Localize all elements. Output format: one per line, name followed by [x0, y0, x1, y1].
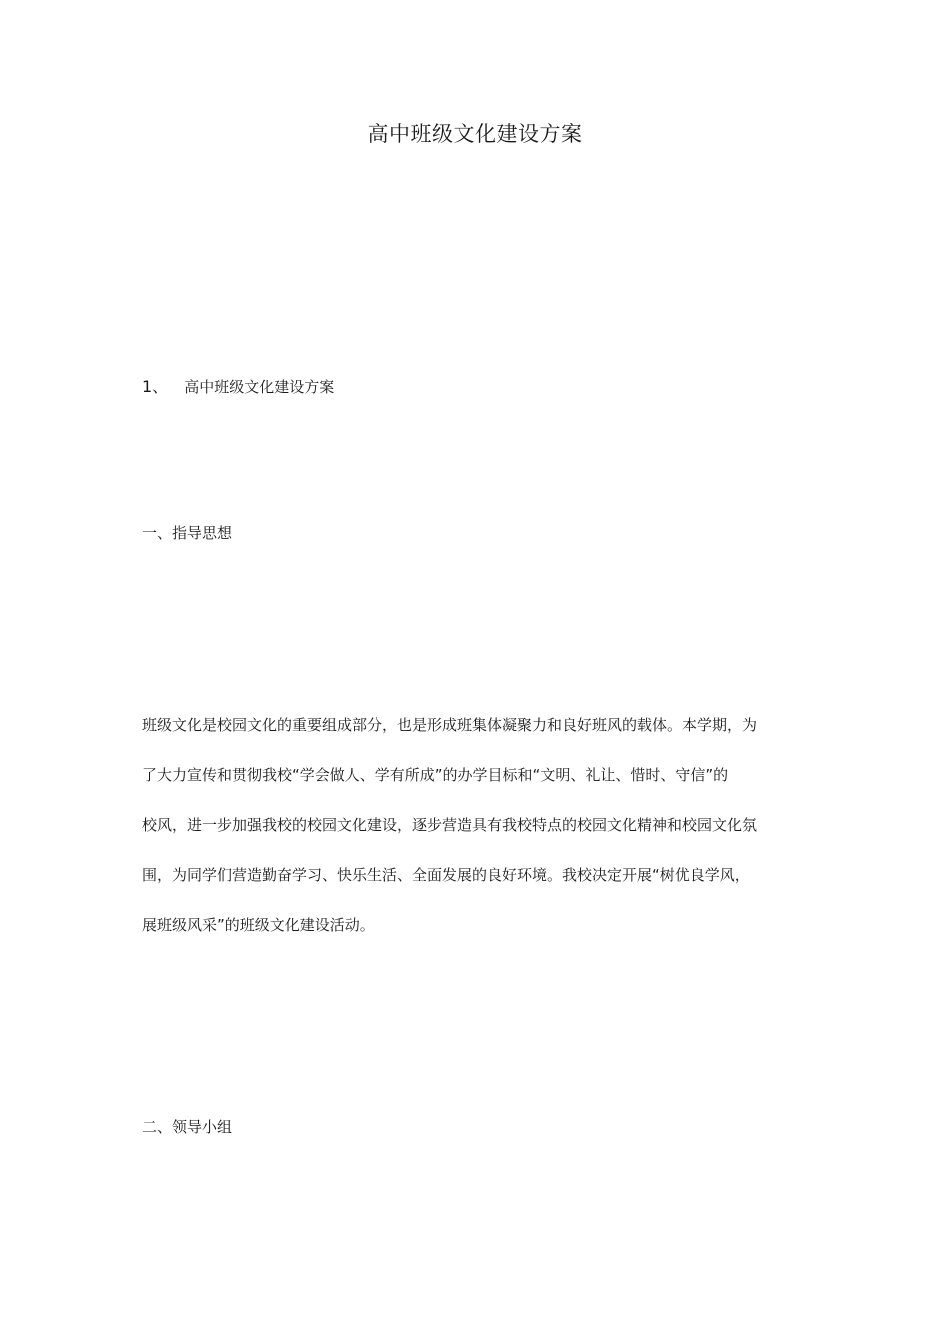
paragraph-line: 班级文化是校园文化的重要组成部分，也是形成班集体凝聚力和良好班风的载体。本学期，为: [142, 716, 758, 734]
paragraph-line: 围，为同学们营造勤奋学习、快乐生活、全面发展的良好环境。我校决定开展“树优良学风，: [142, 866, 750, 884]
document-title: 高中班级文化建设方案: [367, 122, 583, 146]
item-number: 1、: [142, 377, 169, 396]
paragraph-line: 展班级风采”的班级文化建设活动。: [142, 916, 375, 934]
item-heading-text: 高中班级文化建设方案: [184, 378, 335, 396]
paragraph-line: 了大力宣传和贯彻我校“学会做人、学有所成”的办学目标和“文明、礼让、惜时、守信”的: [142, 766, 729, 784]
paragraph-line: 校风，进一步加强我校的校园文化建设，逐步营造具有我校特点的校园文化精神和校园文化氛: [142, 816, 758, 834]
section-heading-leadership-group: 二、领导小组: [142, 1118, 233, 1136]
guiding-ideology-paragraph: [142, 700, 802, 950]
item-heading: [142, 374, 334, 397]
section-heading-guiding-ideology: 一、指导思想: [142, 524, 233, 542]
